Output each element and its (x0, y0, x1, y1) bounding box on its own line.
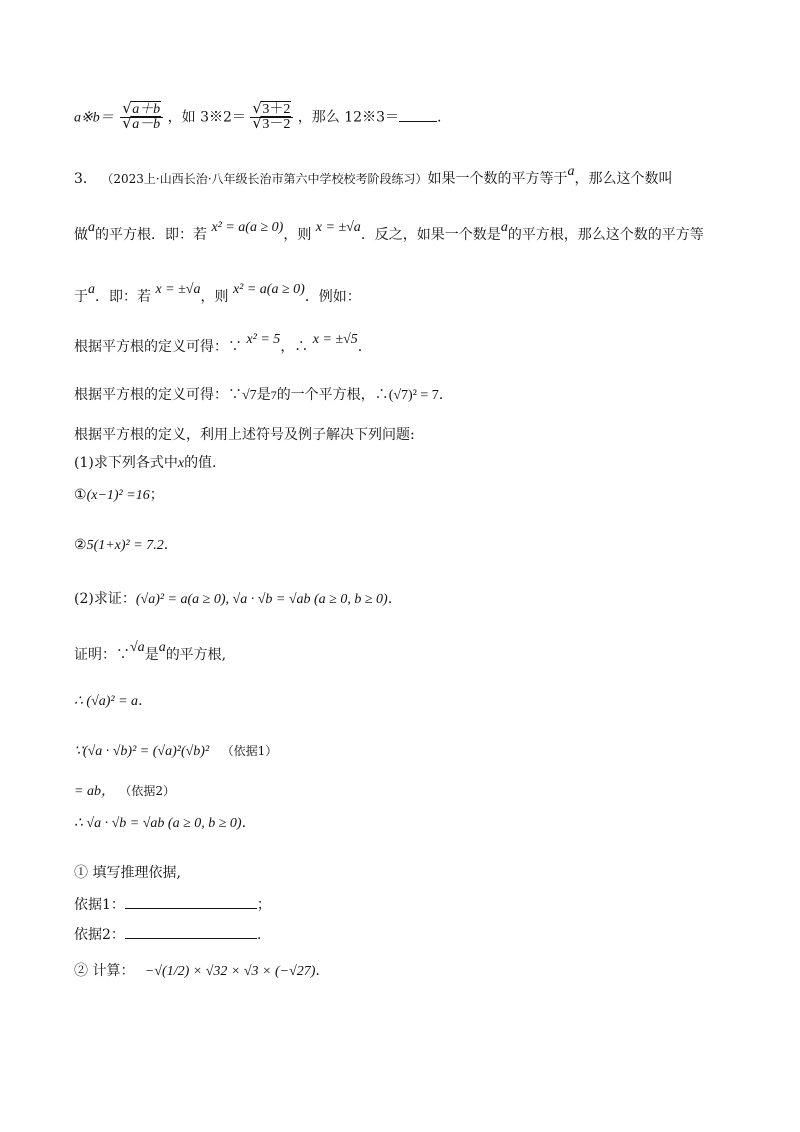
calculation-expr: −√(1/2) × √32 × √3 × (−√27) (144, 964, 316, 979)
part1-label: (1)求下列各式中x的值. (74, 455, 217, 471)
example-2-sqrt: √7 (242, 388, 257, 403)
intro-expr-left: a※b＝ (74, 110, 114, 126)
basis-2-blank[interactable] (125, 926, 257, 939)
cond-1: x² = a(a ≥ 0) (211, 220, 284, 235)
basis-1-row: 依据1： ； (74, 897, 271, 913)
equation-1: ①(x−1)² =16； (74, 487, 164, 503)
example-fraction: √ 3＋2 √ 3－2 (250, 103, 293, 132)
intro-question: ，那么 12※3＝ (297, 109, 399, 126)
cond-2: x² = a(a ≥ 0) (232, 282, 305, 297)
problem-line-2: 做a的平方根．即：若 x² = a(a ≥ 0)，则 x = ±√a．反之，如果一个数是a的平方根，那么这个数的平方等 (74, 220, 704, 243)
equation-1-expr: (x−1)² =16 (86, 488, 150, 503)
part2-statement: (2)求证：(√a)² = a(a ≥ 0), √a · √b = √ab (a ≥ 0, b ≥ 0). (74, 591, 393, 607)
example-1-given: x² = 5 (246, 332, 281, 347)
proof-step-4: ∴ √a · √b = √ab (a ≥ 0, b ≥ 0). (74, 815, 247, 831)
problem-source: （2023上·山西长治·八年级长治市第六中学校校考阶段练习） (101, 172, 428, 186)
proof-intro: 证明：∵√a是a的平方根, (74, 640, 227, 663)
calculation-row: ② 计算： −√(1/2) × √32 × √3 × (−√27). (74, 963, 320, 979)
proof-step-3: = ab， （依据2） (74, 784, 176, 799)
problem-number: 3． (74, 171, 97, 187)
problem-line-3: 于a．即：若 x = ±√a，则 x² = a(a ≥ 0)．例如： (74, 282, 361, 305)
intro-line: a※b＝ √ a＋b √ a－b ，如 3※2＝ √ 3＋2 √ 3－2 ，那么 12※3＝ . (74, 103, 441, 132)
proof-step-1: ∴ (√a)² = a. (74, 693, 143, 709)
equation-2-expr: 5(1+x)² = 7.2 (86, 538, 164, 553)
example-1: 根据平方根的定义可得：∵ x² = 5，∴ x = ±√5. (74, 332, 363, 355)
result-1: x = ±√a (315, 220, 361, 235)
example-1-result: x = ±√5 (312, 332, 358, 347)
proof-step-2: ∵(√a · √b)² = (√a)²(√b)² （依据1） (74, 744, 278, 759)
task-statement: 根据平方根的定义，利用上述符号及例子解决下列问题: (74, 427, 415, 443)
example-2: 根据平方根的定义可得：∵√7是7的一个平方根，∴(√7)² = 7. (74, 387, 444, 403)
part2-formula: (√a)² = a(a ≥ 0), √a · √b = √ab (a ≥ 0, b ≥ 0) (135, 592, 388, 607)
def-fraction: √ a＋b √ a－b (120, 103, 163, 132)
fill-basis-instruction: ① 填写推理依据, (74, 865, 181, 881)
basis-2-row: 依据2： . (74, 927, 262, 943)
problem-line-1: 3． （2023上·山西长治·八年级长治市第六中学校校考阶段练习）如果一个数的平方等于a，那么这个数叫 (74, 164, 673, 187)
intro-example-prefix: ，如 3※2＝ (167, 109, 246, 126)
result-2: x = ±√a (155, 282, 201, 297)
basis-1-blank[interactable] (125, 896, 257, 909)
answer-blank-intro[interactable] (399, 109, 437, 122)
example-2-result: (√7)² = 7 (388, 388, 439, 403)
equation-2: ②5(1+x)² = 7.2. (74, 537, 169, 553)
